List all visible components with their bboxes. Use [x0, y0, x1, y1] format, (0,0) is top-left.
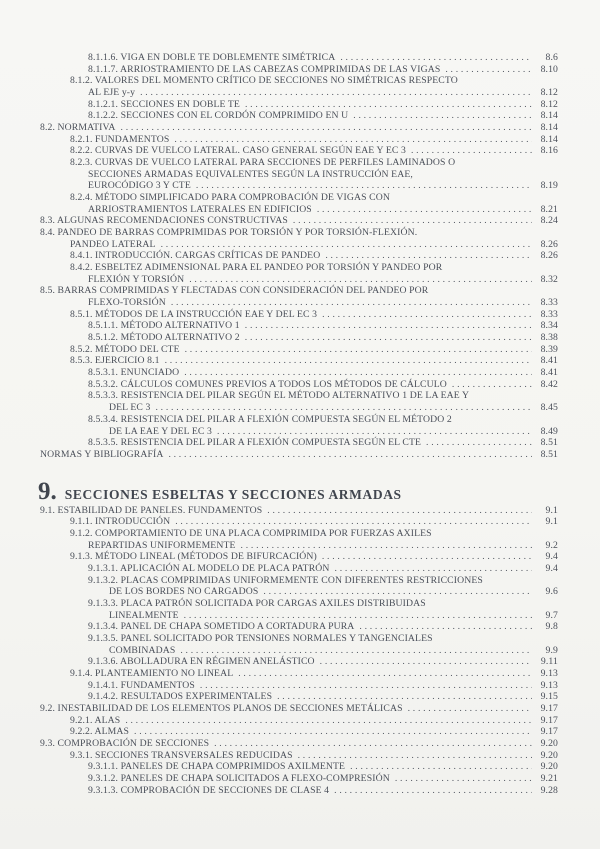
toc-page-number: 9.28	[540, 784, 558, 796]
toc-line	[0, 551, 558, 563]
dot-leader	[411, 145, 532, 157]
dot-leader	[277, 691, 532, 703]
toc-entry-label: 8.5.3.1. ENUNCIADO	[88, 367, 180, 379]
toc-line	[0, 598, 558, 610]
toc-entry-label: 8.2. NORMATIVA	[40, 122, 116, 134]
toc-page-number: 9.20	[540, 761, 558, 773]
dot-leader	[121, 122, 532, 134]
toc-line	[0, 738, 558, 750]
toc-entry-label: 9.1.4.1. FUNDAMENTOS	[88, 679, 195, 691]
toc-entry	[0, 551, 558, 563]
toc-entry-label: REPARTIDAS UNIFORMEMENTE	[88, 539, 236, 551]
toc-line	[0, 87, 558, 99]
toc-entry	[0, 715, 558, 727]
toc-line	[0, 528, 558, 540]
dot-leader	[452, 379, 532, 391]
toc-line	[0, 703, 558, 715]
toc-entry-label: ARRIOSTRAMIENTOS LATERALES EN EDIFICIOS	[88, 203, 312, 215]
dot-leader	[171, 297, 532, 309]
toc-entry	[0, 703, 558, 715]
toc-entry-label: 8.1.2. VALORES DEL MOMENTO CRÍTICO DE SECCIONES NO SIMÉTRICAS RESPECTO	[70, 75, 458, 87]
toc-line	[0, 309, 558, 321]
toc-entry	[0, 99, 558, 111]
toc-entry-label: 8.4.2. ESBELTEZ ADIMENSIONAL PARA EL PANDEO POR TORSIÓN Y PANDEO POR	[70, 262, 443, 274]
toc-entry-label: 8.5.1.2. MÉTODO ALTERNATIVO 2	[88, 332, 240, 344]
toc-page-number: 9.20	[540, 749, 558, 761]
toc-entry-label: 9.1. ESTABILIDAD DE PANELES. FUNDAMENTOS	[40, 504, 263, 516]
toc-entry-label: 9.3.1.2. PANELES DE CHAPA SOLICITADOS A FLEXO-COMPRESIÓN	[88, 772, 390, 784]
toc-line	[0, 563, 558, 575]
toc-entry-label: NORMAS Y BIBLIOGRAFÍA	[40, 448, 164, 460]
dot-leader	[335, 563, 532, 575]
toc-line	[0, 773, 558, 785]
toc-entry-label: 9.1.1. INTRODUCCIÓN	[70, 516, 171, 528]
toc-page-number: 8.26	[540, 250, 558, 262]
toc-entry	[0, 379, 558, 391]
toc-line	[0, 239, 558, 251]
toc-page-number: 9.17	[540, 702, 558, 714]
toc-entry	[0, 726, 558, 738]
toc-line	[0, 285, 558, 297]
toc-line	[0, 621, 558, 633]
toc-line	[0, 332, 558, 344]
toc-page-number: 8.14	[540, 122, 558, 134]
toc-entry	[0, 367, 558, 379]
toc-entry-label: 9.3.1.3. COMPROBACIÓN DE SECCIONES DE CLASE 4	[88, 784, 330, 796]
dot-leader	[214, 738, 532, 750]
dot-leader	[156, 402, 533, 414]
toc-page-number: 9.1	[545, 516, 558, 528]
dot-leader	[175, 516, 532, 528]
toc-entry-label: 9.3. COMPROBACIÓN DE SECCIONES	[40, 737, 210, 749]
toc-line	[0, 505, 558, 517]
dot-leader	[180, 645, 532, 657]
toc-line	[0, 750, 558, 762]
dot-leader	[200, 680, 532, 692]
toc-entry-label: 8.4.1. INTRODUCCIÓN. CARGAS CRÍTICAS DE PANDEO	[70, 250, 321, 262]
toc-entry-label: LINEALMENTE	[109, 609, 179, 621]
toc-line	[0, 99, 558, 111]
toc-line	[0, 157, 558, 169]
toc-entry	[0, 575, 558, 598]
dot-leader	[245, 99, 532, 111]
toc-page-number: 8.24	[540, 215, 558, 227]
toc-entry-label: FLEXO-TORSIÓN	[88, 297, 166, 309]
toc-entry-label: DE LOS BORDES NO CARGADOS	[109, 586, 259, 598]
toc-entry-label: 9.1.3. MÉTODO LINEAL (MÉTODOS DE BIFURCACIÓN)	[70, 551, 317, 563]
dot-leader	[189, 274, 532, 286]
toc-line	[0, 390, 558, 402]
toc-page-number: 9.9	[545, 644, 558, 656]
toc-entry	[0, 680, 558, 692]
toc-entry	[0, 414, 558, 437]
toc-entry-label: 8.3. ALGUNAS RECOMENDACIONES CONSTRUCTIVAS	[40, 215, 288, 227]
toc-entry-label: 8.2.3. CURVAS DE VUELCO LATERAL PARA SECCIONES DE PERFILES LAMINADOS O	[70, 157, 456, 169]
toc-line	[0, 169, 558, 181]
toc-entry	[0, 505, 558, 517]
toc-entry-label: SECCIONES ARMADAS EQUIVALENTES SEGÚN LA INSTRUCCIÓN EAE,	[88, 168, 413, 180]
toc-page-number: 8.34	[540, 320, 558, 332]
toc-entry	[0, 738, 558, 750]
toc-line	[0, 274, 558, 286]
toc-line	[0, 297, 558, 309]
toc-entry	[0, 75, 558, 98]
dot-leader	[134, 726, 532, 738]
toc-entry-label: 8.5.3. EJERCICIO 8.1	[70, 355, 160, 367]
toc-page-number: 9.4	[545, 562, 558, 574]
toc-line	[0, 761, 558, 773]
dot-leader	[320, 656, 532, 668]
toc-page-number: 9.13	[540, 667, 558, 679]
toc-line	[0, 785, 558, 797]
toc-entry-label: 9.1.3.2. PLACAS COMPRIMIDAS UNIFORMEMENTE CON DIFERENTES RESTRICCIONES	[88, 574, 483, 586]
toc-line	[0, 645, 558, 657]
toc-line	[0, 402, 558, 414]
chapter-9-heading	[38, 478, 558, 505]
toc-entry-label: AL EJE y-y	[88, 87, 136, 99]
toc-entry-label: 8.1.1.7. ARRIOSTRAMIENTO DE LAS CABEZAS COMPRIMIDAS DE LAS VIGAS	[88, 63, 441, 75]
toc-entry	[0, 621, 558, 633]
toc-line	[0, 227, 558, 239]
toc-page-number: 8.16	[540, 145, 558, 157]
toc-entry-label: 9.1.3.5. PANEL SOLICITADO POR TENSIONES NORMALES Y TANGENCIALES	[88, 632, 433, 644]
toc-entry	[0, 785, 558, 797]
toc-entry-label: 9.1.3.4. PANEL DE CHAPA SOMETIDO A CORTADURA PURA	[88, 621, 355, 633]
toc-entry	[0, 656, 558, 668]
toc-line	[0, 540, 558, 552]
toc-entry	[0, 516, 558, 528]
toc-line	[0, 715, 558, 727]
toc-page-number: 8.41	[540, 355, 558, 367]
toc-entry	[0, 227, 558, 250]
toc-page-number: 8.51	[540, 437, 558, 449]
dot-leader	[241, 540, 532, 552]
toc-entry-label: 8.4. PANDEO DE BARRAS COMPRIMIDAS POR TORSIÓN Y POR TORSIÓN-FLEXIÓN.	[40, 227, 418, 239]
dot-leader	[426, 437, 532, 449]
toc-page-number: 8.39	[540, 343, 558, 355]
dot-leader	[334, 785, 532, 797]
dot-leader	[298, 750, 532, 762]
toc-line	[0, 52, 558, 64]
toc-line	[0, 64, 558, 76]
toc-entry	[0, 215, 558, 227]
toc-page-number: 9.1	[545, 504, 558, 516]
dot-leader	[322, 551, 532, 563]
toc-entry	[0, 157, 558, 192]
dot-leader	[184, 610, 532, 622]
toc-section-9	[0, 505, 558, 797]
toc-line	[0, 726, 558, 738]
chapter-title: SECCIONES ESBELTAS Y SECCIONES ARMADAS	[64, 486, 402, 502]
toc-entry-label: 8.2.1. FUNDAMENTOS	[70, 133, 170, 145]
toc-page-number: 8.45	[540, 402, 558, 414]
toc-entry-label: 8.5.3.4. RESISTENCIA DEL PILAR A FLEXIÓN COMPUESTA SEGÚN EL MÉTODO 2	[88, 413, 452, 425]
dot-leader	[174, 134, 532, 146]
toc-page-number: 8.49	[540, 425, 558, 437]
dot-leader	[445, 64, 532, 76]
toc-line	[0, 414, 558, 426]
toc-entry	[0, 449, 558, 461]
toc-entry	[0, 761, 558, 773]
toc-line	[0, 344, 558, 356]
toc-page-number: 8.38	[540, 332, 558, 344]
toc-entry	[0, 145, 558, 157]
toc-entry	[0, 773, 558, 785]
toc-line	[0, 320, 558, 332]
toc-page-number: 9.21	[540, 772, 558, 784]
toc-entry-label: 9.1.4.2. RESULTADOS EXPERIMENTALES	[88, 691, 273, 703]
dot-leader	[395, 773, 532, 785]
toc-page-number: 8.14	[540, 133, 558, 145]
toc-page-number: 9.7	[545, 609, 558, 621]
toc-line	[0, 134, 558, 146]
toc-page-number: 8.10	[540, 63, 558, 75]
toc-entry-label: 9.1.4. PLANTEAMIENTO NO LINEAL	[70, 667, 234, 679]
toc-line	[0, 180, 558, 192]
toc-entry-label: COMBINADAS	[109, 644, 176, 656]
toc-line	[0, 668, 558, 680]
toc-page-number: 8.51	[540, 448, 558, 460]
toc-page-number: 8.42	[540, 378, 558, 390]
toc-entry-label: DE LA EAE Y DEL EC 3	[109, 425, 213, 437]
toc-entry-label: 9.1.3.6. ABOLLADURA EN RÉGIMEN ANELÁSTICO	[88, 656, 315, 668]
dot-leader	[263, 586, 532, 598]
toc-entry	[0, 344, 558, 356]
toc-entry	[0, 52, 558, 64]
dot-leader	[350, 761, 532, 773]
dot-leader	[317, 204, 532, 216]
toc-line	[0, 586, 558, 598]
toc-entry	[0, 390, 558, 413]
toc-page-number: 9.6	[545, 586, 558, 598]
toc-entry	[0, 668, 558, 680]
toc-entry-label: 9.2. INESTABILIDAD DE LOS ELEMENTOS PLANOS DE SECCIONES METÁLICAS	[40, 702, 403, 714]
toc-line	[0, 691, 558, 703]
toc-entry-label: 9.1.3.1. APLICACIÓN AL MODELO DE PLACA PATRÓN	[88, 562, 330, 574]
dot-leader	[168, 449, 532, 461]
toc-entry-label: 9.3.1. SECCIONES TRANSVERSALES REDUCIDAS	[70, 749, 293, 761]
toc-entry-label: 8.1.2.1. SECCIONES EN DOBLE TE	[88, 98, 240, 110]
toc-entry-label: 8.5.1.1. MÉTODO ALTERNATIVO 1	[88, 320, 240, 332]
toc-line	[0, 204, 558, 216]
toc-entry-label: 8.1.2.2. SECCIONES CON EL CORDÓN COMPRIMIDO EN U	[88, 110, 349, 122]
dot-leader	[245, 320, 532, 332]
toc-entry-label: 9.2.1. ALAS	[70, 714, 121, 726]
toc-entry	[0, 64, 558, 76]
dot-leader	[125, 715, 532, 727]
toc-entry-label: 8.5.2. MÉTODO DEL CTE	[70, 343, 180, 355]
toc-entry-label: 8.5.1. MÉTODOS DE LA INSTRUCCIÓN EAE Y DEL EC 3	[70, 308, 318, 320]
toc-entry	[0, 110, 558, 122]
toc-entry-label: 8.1.1.6. VIGA EN DOBLE TE DOBLEMENTE SIMÉTRICA	[88, 52, 336, 63]
toc-line	[0, 426, 558, 438]
dot-leader	[340, 52, 532, 64]
dot-leader	[267, 505, 532, 517]
toc-line	[0, 110, 558, 122]
toc-page-number: 9.11	[540, 656, 558, 668]
toc-entry	[0, 192, 558, 215]
toc-entry-label: 9.2.2. ALMAS	[70, 726, 130, 738]
dot-leader	[238, 668, 532, 680]
toc-page-number: 9.2	[545, 539, 558, 551]
toc-page-number: 8.19	[540, 180, 558, 192]
toc-page-number: 8.21	[540, 203, 558, 215]
dot-leader	[293, 215, 532, 227]
toc-entry-label: 8.5. BARRAS COMPRIMIDAS Y FLECTADAS CON CONSIDERACIÓN DEL PANDEO POR	[40, 285, 429, 297]
chapter-number: 9.	[38, 477, 57, 505]
toc-page-number: 8.33	[540, 308, 558, 320]
toc-line	[0, 379, 558, 391]
toc-page-number: 9.13	[540, 679, 558, 691]
dot-leader	[196, 180, 532, 192]
toc-entry-label: 9.1.2. COMPORTAMIENTO DE UNA PLACA COMPRIMIDA POR FUERZAS AXILES	[70, 527, 432, 539]
toc-page-number: 9.20	[540, 737, 558, 749]
toc-entry	[0, 320, 558, 332]
toc-entry-label: 8.2.4. MÉTODO SIMPLIFICADO PARA COMPROBACIÓN DE VIGAS CON	[70, 192, 390, 204]
toc-entry-label: 8.5.3.2. CÁLCULOS COMUNES PREVIOS A TODOS LOS MÉTODOS DE CÁLCULO	[88, 378, 447, 390]
toc-entry	[0, 633, 558, 656]
toc-entry-label: EUROCÓDIGO 3 Y CTE	[88, 180, 191, 192]
toc-entry-label: DEL EC 3	[109, 402, 151, 414]
toc-entry-label: 8.2.2. CURVAS DE VUELCO LATERAL. CASO GENERAL SEGÚN EAE Y EC 3	[70, 145, 406, 157]
toc-line	[0, 262, 558, 274]
toc-line	[0, 367, 558, 379]
toc-page-number: 8.26	[540, 238, 558, 250]
toc-page-number: 8.12	[540, 98, 558, 110]
toc-line	[0, 355, 558, 367]
toc-line	[0, 437, 558, 449]
toc-page-number: 9.8	[545, 621, 558, 633]
toc-page-number: 8.32	[540, 273, 558, 285]
toc-entry-label: FLEXIÓN Y TORSIÓN	[88, 273, 185, 285]
toc-entry	[0, 134, 558, 146]
toc-line	[0, 633, 558, 645]
toc-entry-label: PANDEO LATERAL	[70, 238, 156, 250]
toc-entry	[0, 563, 558, 575]
dot-leader	[359, 621, 532, 633]
toc-entry	[0, 309, 558, 321]
toc-entry	[0, 122, 558, 134]
toc-line	[0, 75, 558, 87]
dot-leader	[408, 703, 532, 715]
toc-entry	[0, 598, 558, 621]
toc-line	[0, 656, 558, 668]
toc-page-number: 8.6	[545, 52, 558, 63]
toc-line	[0, 610, 558, 622]
toc-entry-label: 9.1.3.3. PLACA PATRÓN SOLICITADA POR CARGAS AXILES DISTRIBUIDAS	[88, 597, 426, 609]
toc-entry-label: 8.5.3.3. RESISTENCIA DEL PILAR SEGÚN EL MÉTODO ALTERNATIVO 1 DE LA EAE Y	[88, 390, 470, 402]
toc-entry-label: 8.5.3.5. RESISTENCIA DEL PILAR A FLEXIÓN COMPUESTA SEGÚN EL CTE	[88, 437, 422, 449]
toc-entry	[0, 250, 558, 262]
toc-line	[0, 516, 558, 528]
toc-page-number: 8.33	[540, 297, 558, 309]
toc-page-number: 9.15	[540, 691, 558, 703]
toc-line	[0, 449, 558, 461]
toc-entry	[0, 355, 558, 367]
toc-page-number: 8.12	[540, 87, 558, 99]
toc-line	[0, 122, 558, 134]
toc-entry	[0, 750, 558, 762]
toc-page-number: 9.17	[540, 714, 558, 726]
toc-page-number: 8.14	[540, 110, 558, 122]
toc-entry	[0, 332, 558, 344]
toc-page-number: 9.17	[540, 726, 558, 738]
dot-leader	[184, 367, 532, 379]
toc-entry	[0, 285, 558, 308]
toc-line	[0, 145, 558, 157]
dot-leader	[140, 87, 532, 99]
toc-line	[0, 250, 558, 262]
dot-leader	[325, 250, 532, 262]
dot-leader	[161, 239, 532, 251]
dot-leader	[245, 332, 532, 344]
dot-leader	[185, 344, 532, 356]
dot-leader	[353, 110, 532, 122]
toc-line	[0, 215, 558, 227]
toc-line	[0, 680, 558, 692]
dot-leader	[165, 355, 532, 367]
dot-leader	[217, 426, 532, 438]
toc-entry	[0, 528, 558, 551]
toc-page-number: 8.41	[540, 367, 558, 379]
toc-entry	[0, 437, 558, 449]
dot-leader	[322, 309, 532, 321]
toc-entry	[0, 262, 558, 285]
toc-page-number: 9.4	[545, 551, 558, 563]
toc-line	[0, 575, 558, 587]
toc-entry	[0, 691, 558, 703]
toc-entry-label: 9.3.1.1. PANELES DE CHAPA COMPRIMIDOS AXILMENTE	[88, 761, 346, 773]
toc-section-8	[0, 52, 558, 461]
toc-line	[0, 192, 558, 204]
